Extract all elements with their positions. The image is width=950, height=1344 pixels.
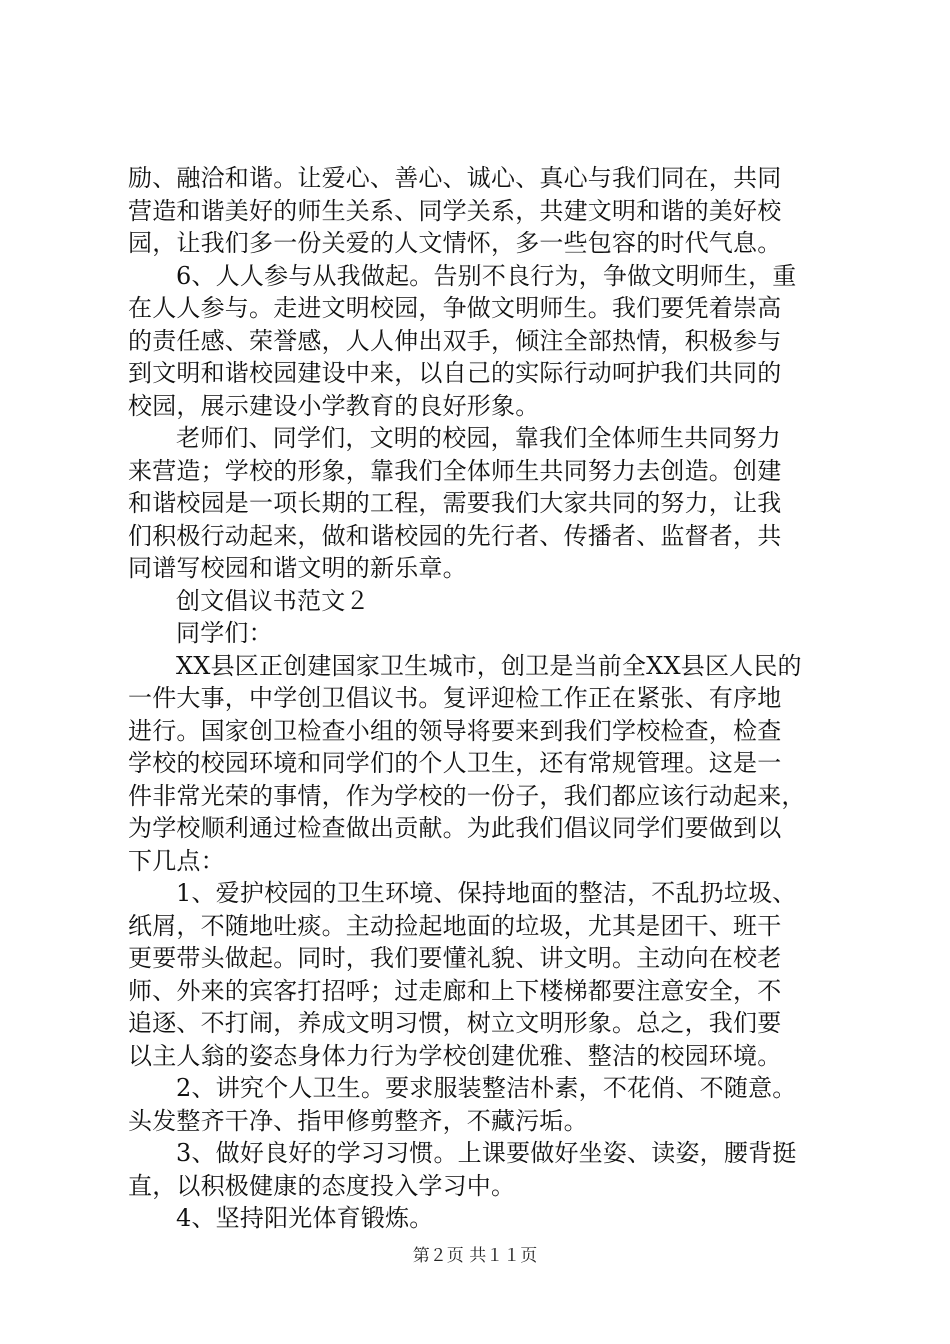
paragraph-p7 <box>128 877 834 1072</box>
text-line: 下几点： <box>128 846 225 875</box>
text-line: 励、融洽和谐。让爱心、善心、诚心、真心与我们同在，共同 <box>128 164 782 192</box>
text-line: 进行。国家创卫检查小组的领导将要来到我们学校检查，检查 <box>128 716 782 745</box>
text-line: 师、外来的宾客打招呼；过走廊和上下楼梯都要注意安全，不 <box>128 976 782 1005</box>
text-line: 到文明和谐校园建设中来，以自己的实际行动呵护我们共同的 <box>128 359 782 387</box>
text-line: 3、做好良好的学习习惯。上课要做好坐姿、读姿，腰背挺 <box>176 1139 797 1167</box>
text-line: 4、坚持阳光体育锻炼。 <box>176 1204 434 1232</box>
text-line: 更要带头做起。同时，我们要懂礼貌、讲文明。主动向在校老 <box>128 944 782 972</box>
paragraph-p3 <box>128 422 834 585</box>
text-line: XX县区正创建国家卫生城市，创卫是当前全XX县区人民的 <box>176 651 802 680</box>
text-line: 创文倡议书范文２ <box>176 586 370 615</box>
document-body <box>128 162 834 1235</box>
paragraph-p6 <box>128 650 834 878</box>
text-line: 学校的校园环境和同学们的个人卫生，还有常规管理。这是一 <box>128 749 782 777</box>
text-line: 件非常光荣的事情，作为学校的一份子，我们都应该行动起来， <box>128 781 806 810</box>
text-line: 在人人参与。走进文明校园，争做文明师生。我们要凭着崇高 <box>128 294 782 322</box>
text-line: 纸屑，不随地吐痰。主动捡起地面的垃圾，尤其是团干、班干 <box>128 911 782 940</box>
paragraph-p8 <box>128 1072 834 1137</box>
text-line: 们积极行动起来，做和谐校园的先行者、传播者、监督者，共 <box>128 521 782 550</box>
text-line: 为学校顺利通过检查做出贡献。为此我们倡议同学们要做到以 <box>128 814 782 842</box>
text-line: 校园，展示建设小学教育的良好形象。 <box>128 391 540 420</box>
text-line: 的责任感、荣誉感，人人伸出双手，倾注全部热情，积极参与 <box>128 326 782 355</box>
text-line: 来营造；学校的形象，靠我们全体师生共同努力去创造。创建 <box>128 456 782 485</box>
paragraph-p1 <box>128 162 834 260</box>
page-footer: 第２页 共１１页 <box>412 1246 538 1266</box>
text-line: 同学们： <box>176 619 273 647</box>
text-line: 追逐、不打闹，养成文明习惯，树立文明形象。总之，我们要 <box>128 1009 782 1037</box>
text-line: 以主人翁的姿态身体力行为学校创建优雅、整洁的校园环境。 <box>128 1041 782 1070</box>
paragraph-p4 <box>128 585 834 618</box>
text-line: 1、爱护校园的卫生环境、保持地面的整洁，不乱扔垃圾、 <box>176 879 797 907</box>
paragraph-p5 <box>128 617 834 650</box>
paragraph-p10 <box>128 1202 834 1235</box>
paragraph-p9 <box>128 1137 834 1202</box>
text-line: 6、人人参与从我做起。告别不良行为，争做文明师生，重 <box>176 261 797 290</box>
paragraph-p2 <box>128 260 834 423</box>
text-line: 直，以积极健康的态度投入学习中。 <box>128 1171 516 1200</box>
text-line: 营造和谐美好的师生关系、同学关系，共建文明和谐的美好校 <box>128 196 782 225</box>
text-line: 和谐校园是一项长期的工程，需要我们大家共同的努力，让我 <box>128 489 782 517</box>
text-line: 一件大事，中学创卫倡议书。复评迎检工作正在紧张、有序地 <box>128 684 782 712</box>
text-line: 老师们、同学们，文明的校园，靠我们全体师生共同努力 <box>176 424 781 452</box>
text-line: 同谱写校园和谐文明的新乐章。 <box>128 554 467 582</box>
text-line: 头发整齐干净、指甲修剪整齐，不藏污垢。 <box>128 1106 588 1135</box>
text-line: 园，让我们多一份关爱的人文情怀，多一些包容的时代气息。 <box>128 229 782 257</box>
text-line: 2、讲究个人卫生。要求服装整洁朴素，不花俏、不随意。 <box>176 1074 797 1102</box>
